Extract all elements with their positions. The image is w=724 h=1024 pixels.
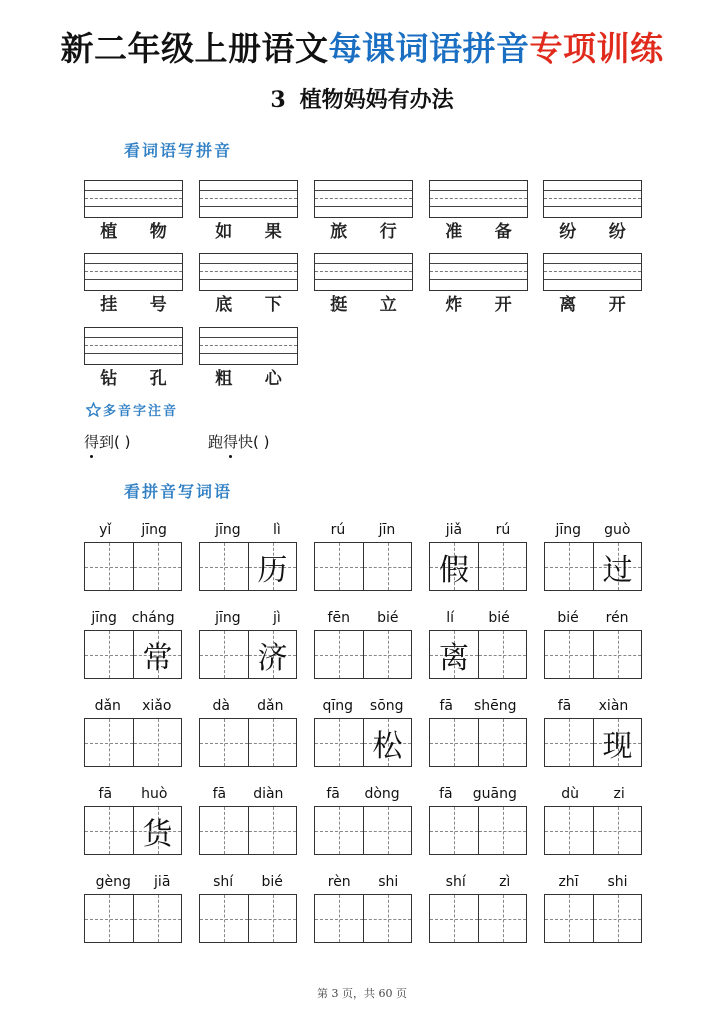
word-char: 准 bbox=[445, 222, 463, 242]
tianzige-grid bbox=[199, 542, 297, 591]
tianzige-grid bbox=[544, 806, 642, 855]
pinyin-label bbox=[544, 697, 642, 715]
word-label bbox=[199, 368, 298, 390]
tianzige-grid bbox=[544, 718, 642, 767]
word-label bbox=[314, 294, 413, 316]
tianzige-grid bbox=[429, 630, 527, 679]
word-char: 旅 bbox=[330, 222, 348, 242]
given-char bbox=[200, 719, 248, 766]
word-char: 纷 bbox=[608, 222, 626, 242]
word-label bbox=[429, 221, 528, 243]
writing-cell[interactable] bbox=[200, 719, 248, 766]
pinyin-syllable: shí bbox=[213, 874, 234, 890]
writing-cell[interactable] bbox=[248, 719, 296, 766]
pinyin-syllable: qīng bbox=[322, 698, 353, 714]
given-char bbox=[85, 807, 133, 854]
writing-cell[interactable] bbox=[315, 807, 363, 854]
writing-cell[interactable] bbox=[85, 895, 133, 942]
writing-cell[interactable] bbox=[593, 807, 641, 854]
given-char bbox=[479, 543, 526, 590]
writing-cell[interactable] bbox=[200, 543, 248, 590]
dotted-char: 得 bbox=[84, 433, 100, 451]
tianzige-grid bbox=[544, 894, 642, 943]
given-char bbox=[200, 543, 248, 590]
pinyin-writing-box[interactable] bbox=[543, 180, 642, 218]
tianzige-grid bbox=[429, 806, 527, 855]
writing-cell[interactable] bbox=[430, 631, 478, 678]
pinyin-writing-box[interactable] bbox=[199, 327, 298, 365]
given-char bbox=[315, 543, 363, 590]
pinyin-writing-box[interactable] bbox=[543, 253, 642, 291]
word-label bbox=[314, 221, 413, 243]
pinyin-syllable: zi bbox=[613, 786, 625, 802]
given-char bbox=[594, 807, 641, 854]
pinyin-label bbox=[199, 521, 297, 539]
word-char: 炸 bbox=[445, 295, 463, 315]
polyphone-item-1 bbox=[84, 432, 131, 452]
writing-cell[interactable] bbox=[363, 895, 411, 942]
pinyin-writing-box[interactable] bbox=[84, 180, 183, 218]
pinyin-syllable: bié bbox=[261, 874, 283, 890]
polyphone-heading bbox=[86, 400, 178, 419]
pinyin-syllable: jì bbox=[273, 610, 281, 626]
tianzige-grid bbox=[314, 630, 412, 679]
given-char: 离 bbox=[439, 640, 469, 676]
writing-cell[interactable] bbox=[315, 543, 363, 590]
pinyin-writing-box[interactable] bbox=[314, 253, 413, 291]
given-char bbox=[430, 719, 478, 766]
given-char bbox=[364, 543, 411, 590]
pinyin-writing-box[interactable] bbox=[84, 327, 183, 365]
given-char bbox=[545, 807, 593, 854]
word-char: 立 bbox=[379, 295, 397, 315]
given-char bbox=[200, 807, 248, 854]
writing-cell[interactable] bbox=[478, 807, 526, 854]
tianzige-grid bbox=[84, 718, 182, 767]
word-char: 果 bbox=[264, 222, 282, 242]
writing-cell[interactable] bbox=[363, 543, 411, 590]
pinyin-syllable: bié bbox=[377, 610, 399, 626]
given-char bbox=[594, 631, 641, 678]
pinyin-syllable: shí bbox=[445, 874, 466, 890]
writing-cell[interactable] bbox=[85, 807, 133, 854]
word-char: 物 bbox=[149, 222, 167, 242]
tianzige-grid bbox=[429, 718, 527, 767]
tianzige-grid bbox=[199, 630, 297, 679]
tianzige-grid bbox=[84, 894, 182, 943]
lesson-title bbox=[0, 86, 724, 114]
given-char bbox=[134, 719, 181, 766]
writing-cell[interactable] bbox=[545, 543, 593, 590]
tianzige-grid bbox=[84, 542, 182, 591]
pinyin-label bbox=[544, 521, 642, 539]
writing-cell[interactable] bbox=[593, 543, 641, 590]
pinyin-syllable: jīng bbox=[555, 522, 582, 538]
pinyin-syllable: shi bbox=[378, 874, 399, 890]
given-char: 假 bbox=[439, 552, 469, 588]
pinyin-syllable: shi bbox=[607, 874, 628, 890]
title-part-1: 新二年级上册语文 bbox=[60, 29, 329, 68]
pinyin-syllable: fā bbox=[326, 786, 340, 802]
lesson-name: 植物妈妈有办法 bbox=[299, 87, 454, 113]
pinyin-syllable: diàn bbox=[253, 786, 284, 802]
word-label bbox=[429, 294, 528, 316]
pinyin-syllable: jīn bbox=[378, 522, 396, 538]
given-char bbox=[545, 631, 593, 678]
pinyin-syllable: jīng bbox=[215, 522, 241, 538]
given-char bbox=[364, 895, 411, 942]
pinyin-label bbox=[314, 697, 412, 715]
writing-cell[interactable] bbox=[478, 719, 526, 766]
tianzige-grid bbox=[199, 718, 297, 767]
pinyin-syllable: guò bbox=[604, 522, 631, 538]
pinyin-label bbox=[544, 785, 642, 803]
pinyin-syllable: jīng bbox=[141, 522, 167, 538]
word-char: 粗 bbox=[215, 369, 233, 389]
pinyin-writing-box[interactable] bbox=[84, 253, 183, 291]
word-char: 下 bbox=[264, 295, 282, 315]
given-char: 现 bbox=[602, 728, 633, 764]
writing-cell[interactable] bbox=[85, 719, 133, 766]
tianzige-grid bbox=[199, 894, 297, 943]
pinyin-syllable: dǎn bbox=[257, 698, 284, 714]
dotted-char: 得 bbox=[223, 433, 239, 451]
writing-cell[interactable] bbox=[248, 631, 296, 678]
pinyin-syllable: rú bbox=[495, 522, 511, 538]
word-char: 孔 bbox=[149, 369, 167, 389]
tianzige-grid bbox=[429, 894, 527, 943]
given-char bbox=[315, 807, 363, 854]
word-label bbox=[84, 221, 183, 243]
pinyin-label bbox=[199, 609, 297, 627]
tianzige-grid bbox=[314, 894, 412, 943]
given-char bbox=[545, 543, 593, 590]
writing-cell[interactable] bbox=[430, 895, 478, 942]
given-char bbox=[249, 807, 296, 854]
given-char bbox=[430, 807, 478, 854]
pinyin-label bbox=[544, 609, 642, 627]
pinyin-label bbox=[84, 697, 182, 715]
given-char bbox=[364, 807, 411, 854]
writing-cell[interactable] bbox=[200, 895, 248, 942]
word-char: 挂 bbox=[100, 295, 118, 315]
pinyin-syllable: lì bbox=[273, 522, 281, 538]
writing-cell[interactable] bbox=[133, 895, 181, 942]
word-label bbox=[543, 221, 642, 243]
given-char bbox=[249, 719, 296, 766]
given-char bbox=[134, 895, 181, 942]
writing-cell[interactable] bbox=[593, 719, 641, 766]
given-char: 松 bbox=[372, 728, 403, 764]
writing-cell[interactable] bbox=[363, 807, 411, 854]
pinyin-syllable: gèng bbox=[95, 874, 131, 890]
pinyin-label bbox=[199, 873, 297, 891]
given-char bbox=[364, 631, 411, 678]
writing-cell[interactable] bbox=[430, 807, 478, 854]
pinyin-label bbox=[429, 521, 527, 539]
word-char: 备 bbox=[494, 222, 512, 242]
writing-cell[interactable] bbox=[200, 807, 248, 854]
tianzige-grid bbox=[314, 542, 412, 591]
word-char: 号 bbox=[149, 295, 167, 315]
polyphone-item-2: 跑得快( ) bbox=[208, 433, 270, 451]
pinyin-syllable: zì bbox=[499, 874, 511, 890]
pinyin-syllable: jīng bbox=[91, 610, 117, 626]
pinyin-syllable: xiǎo bbox=[142, 698, 172, 714]
pinyin-syllable: fā bbox=[98, 786, 113, 802]
given-char bbox=[85, 895, 133, 942]
pinyin-label bbox=[199, 785, 297, 803]
section-heading-pinyin-to-words: 看拼音写词语 bbox=[124, 482, 233, 501]
given-char bbox=[249, 895, 296, 942]
pinyin-syllable: huò bbox=[141, 786, 168, 802]
writing-cell[interactable] bbox=[593, 895, 641, 942]
word-char: 开 bbox=[494, 295, 512, 315]
pinyin-label bbox=[84, 521, 182, 539]
lesson-number: 3 bbox=[270, 87, 286, 113]
writing-cell[interactable] bbox=[430, 543, 478, 590]
given-char bbox=[315, 631, 363, 678]
pinyin-label bbox=[314, 873, 412, 891]
given-char bbox=[545, 719, 593, 766]
pinyin-label bbox=[84, 873, 182, 891]
word-char: 植 bbox=[100, 222, 118, 242]
writing-cell[interactable] bbox=[200, 631, 248, 678]
given-char bbox=[315, 719, 363, 766]
writing-cell[interactable] bbox=[545, 807, 593, 854]
pinyin-writing-box[interactable] bbox=[429, 253, 528, 291]
pinyin-syllable: jīng bbox=[215, 610, 241, 626]
word-label bbox=[199, 221, 298, 243]
given-char bbox=[134, 543, 181, 590]
given-char bbox=[85, 719, 133, 766]
writing-cell[interactable] bbox=[545, 631, 593, 678]
pinyin-label bbox=[429, 697, 527, 715]
writing-cell[interactable] bbox=[85, 543, 133, 590]
word-label bbox=[84, 294, 183, 316]
given-char bbox=[594, 895, 641, 942]
given-char: 历 bbox=[257, 552, 288, 588]
pinyin-writing-box[interactable] bbox=[314, 180, 413, 218]
pinyin-label bbox=[544, 873, 642, 891]
word-char: 离 bbox=[559, 295, 577, 315]
writing-cell[interactable] bbox=[248, 543, 296, 590]
page-footer: 第 3 页，共 60 页 bbox=[317, 987, 407, 1000]
pinyin-syllable: bié bbox=[488, 610, 510, 626]
pinyin-syllable: xiàn bbox=[598, 698, 629, 714]
word-char: 底 bbox=[215, 295, 233, 315]
given-char bbox=[85, 631, 133, 678]
given-char bbox=[200, 631, 248, 678]
pinyin-label bbox=[429, 609, 527, 627]
given-char: 过 bbox=[602, 552, 633, 588]
pinyin-syllable: rèn bbox=[327, 874, 351, 890]
writing-cell[interactable] bbox=[315, 719, 363, 766]
given-char bbox=[430, 895, 478, 942]
writing-cell[interactable] bbox=[363, 631, 411, 678]
word-char: 纷 bbox=[559, 222, 577, 242]
word-label bbox=[199, 294, 298, 316]
given-char: 济 bbox=[257, 640, 288, 676]
pinyin-syllable: dà bbox=[212, 698, 231, 714]
star-icon bbox=[86, 402, 101, 417]
pinyin-syllable: fā bbox=[557, 698, 572, 714]
pinyin-syllable: dòng bbox=[364, 786, 400, 802]
writing-cell[interactable] bbox=[315, 895, 363, 942]
tianzige-grid bbox=[544, 630, 642, 679]
pinyin-syllable: bié bbox=[557, 610, 579, 626]
writing-cell[interactable] bbox=[133, 719, 181, 766]
writing-cell[interactable] bbox=[478, 895, 526, 942]
pinyin-syllable: shēng bbox=[473, 698, 517, 714]
page-title bbox=[0, 26, 724, 72]
writing-cell[interactable] bbox=[133, 543, 181, 590]
pinyin-writing-box[interactable] bbox=[199, 253, 298, 291]
given-char bbox=[315, 895, 363, 942]
given-char bbox=[479, 631, 526, 678]
writing-cell[interactable] bbox=[363, 719, 411, 766]
pinyin-syllable: rú bbox=[330, 522, 346, 538]
writing-cell[interactable] bbox=[85, 631, 133, 678]
pinyin-syllable: zhī bbox=[558, 874, 579, 890]
given-char bbox=[85, 543, 133, 590]
writing-cell[interactable] bbox=[545, 895, 593, 942]
pinyin-syllable: fā bbox=[212, 786, 227, 802]
word-char: 心 bbox=[264, 369, 282, 389]
pinyin-label bbox=[314, 785, 412, 803]
writing-cell[interactable] bbox=[315, 631, 363, 678]
tianzige-grid bbox=[544, 542, 642, 591]
pinyin-writing-box[interactable] bbox=[199, 180, 298, 218]
pinyin-syllable: cháng bbox=[131, 610, 175, 626]
pinyin-syllable: lí bbox=[446, 610, 454, 626]
pinyin-label bbox=[84, 785, 182, 803]
pinyin-syllable: dù bbox=[561, 786, 579, 802]
tianzige-grid bbox=[84, 630, 182, 679]
pinyin-syllable: jiǎ bbox=[445, 522, 463, 538]
writing-cell[interactable] bbox=[593, 631, 641, 678]
tianzige-grid bbox=[84, 806, 182, 855]
pinyin-syllable: guāng bbox=[472, 786, 517, 802]
writing-cell[interactable] bbox=[133, 631, 181, 678]
section-heading-read-words: 看词语写拼音 bbox=[124, 141, 233, 160]
writing-cell[interactable] bbox=[248, 895, 296, 942]
pinyin-syllable: dǎn bbox=[94, 698, 121, 714]
pinyin-syllable: sōng bbox=[369, 698, 404, 714]
word-label bbox=[543, 294, 642, 316]
writing-cell[interactable] bbox=[248, 807, 296, 854]
given-char bbox=[545, 895, 593, 942]
pinyin-syllable: rén bbox=[605, 610, 629, 626]
tianzige-grid bbox=[314, 718, 412, 767]
given-char bbox=[479, 807, 526, 854]
pinyin-syllable: fā bbox=[439, 786, 453, 802]
writing-cell[interactable] bbox=[478, 543, 526, 590]
writing-cell[interactable] bbox=[478, 631, 526, 678]
polyphone-answer-2[interactable]: 快( ) bbox=[238, 433, 270, 451]
given-char bbox=[200, 895, 248, 942]
pinyin-label bbox=[199, 697, 297, 715]
title-part-3: 专项训练 bbox=[529, 29, 664, 68]
polyphone-heading-text: 多音字注音 bbox=[103, 404, 179, 419]
pinyin-label bbox=[429, 785, 527, 803]
polyphone-answer-1[interactable]: 到( ) bbox=[99, 433, 131, 451]
writing-cell[interactable] bbox=[133, 807, 181, 854]
tianzige-grid bbox=[429, 542, 527, 591]
writing-cell[interactable] bbox=[545, 719, 593, 766]
word-label bbox=[84, 368, 183, 390]
word-char: 钻 bbox=[100, 369, 118, 389]
tianzige-grid bbox=[314, 806, 412, 855]
given-char bbox=[479, 719, 526, 766]
title-part-2: 每课词语拼音 bbox=[328, 29, 530, 68]
pinyin-syllable: fā bbox=[439, 698, 453, 714]
given-char bbox=[479, 895, 526, 942]
pinyin-label bbox=[314, 609, 412, 627]
word-char: 行 bbox=[379, 222, 397, 242]
writing-cell[interactable] bbox=[430, 719, 478, 766]
given-char: 常 bbox=[142, 640, 173, 676]
pinyin-writing-box[interactable] bbox=[429, 180, 528, 218]
pinyin-syllable: jiā bbox=[154, 874, 171, 890]
word-char: 开 bbox=[608, 295, 626, 315]
pinyin-syllable: fēn bbox=[327, 610, 350, 626]
word-char: 如 bbox=[215, 222, 233, 242]
pinyin-syllable: yǐ bbox=[99, 522, 112, 538]
pinyin-label bbox=[429, 873, 527, 891]
tianzige-grid bbox=[199, 806, 297, 855]
given-char: 货 bbox=[142, 816, 173, 852]
pinyin-label bbox=[84, 609, 182, 627]
word-char: 挺 bbox=[330, 295, 348, 315]
pinyin-label bbox=[314, 521, 412, 539]
